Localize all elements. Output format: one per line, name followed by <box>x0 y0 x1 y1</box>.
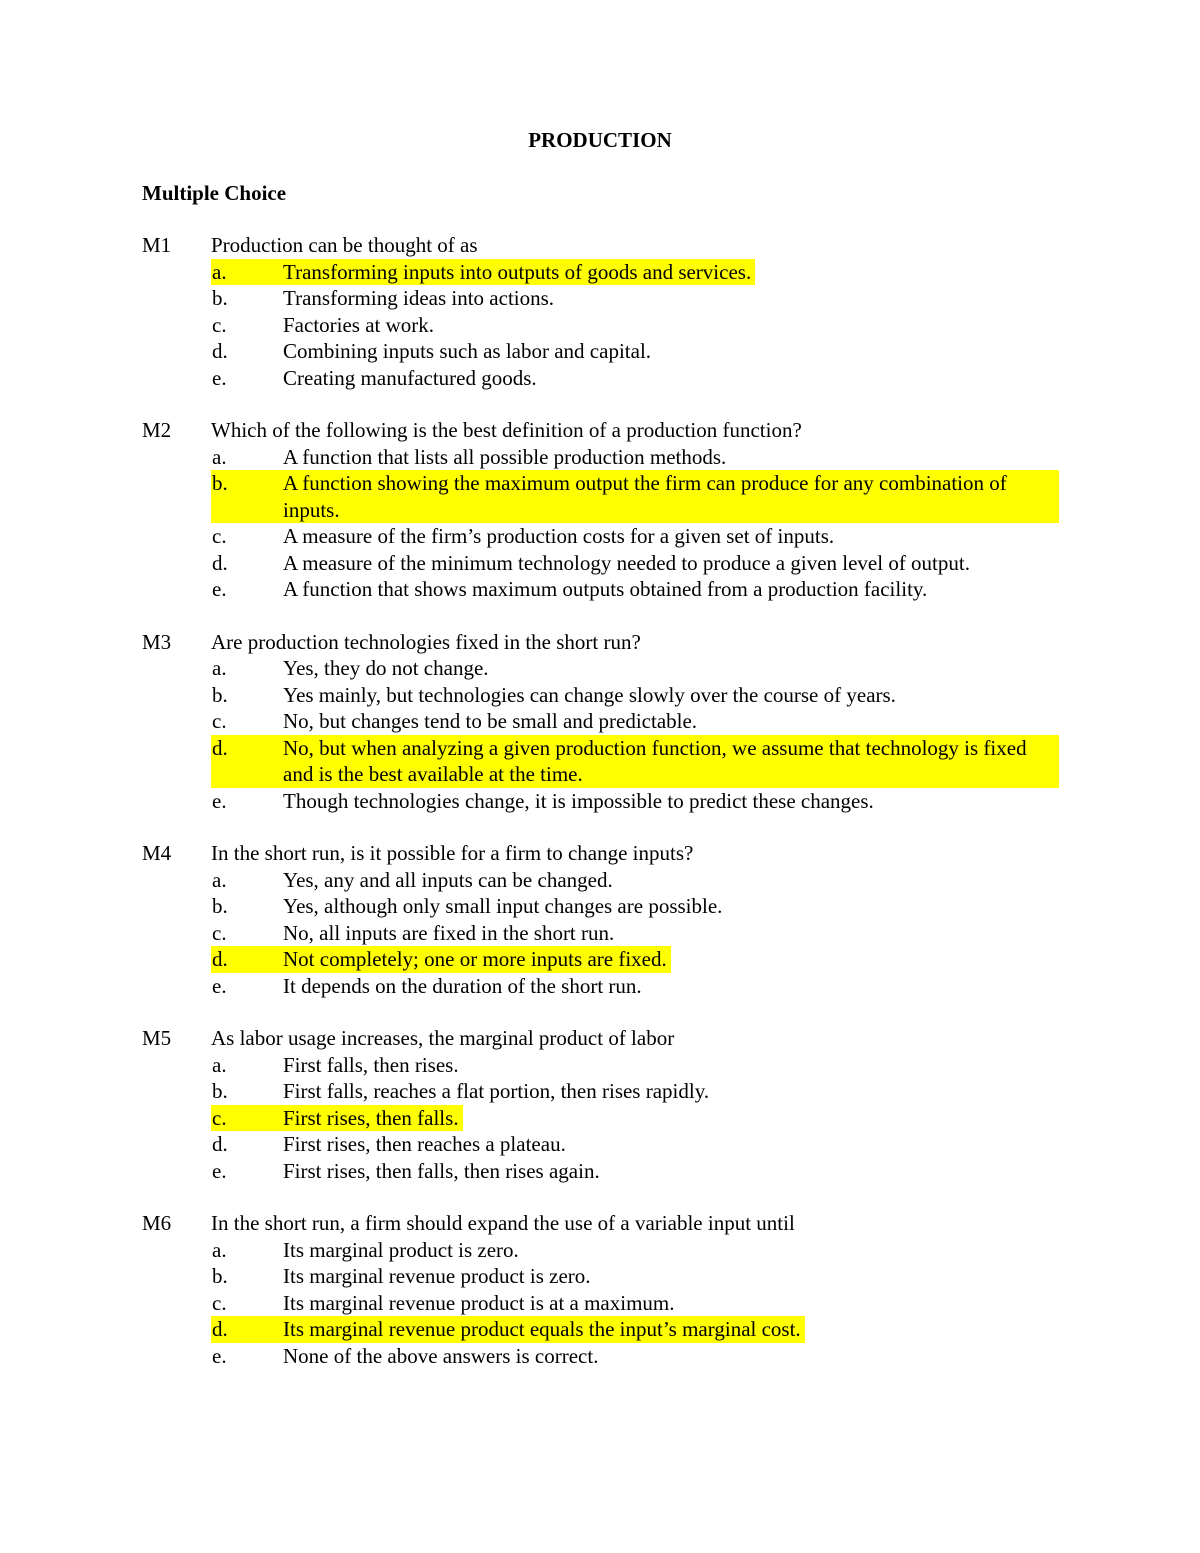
option-text: First rises, then reaches a plateau. <box>283 1132 566 1156</box>
answer-option <box>211 867 1082 894</box>
answer-option-correct <box>211 946 1082 973</box>
option-text: It depends on the duration of the short run. <box>283 973 642 998</box>
option-text: Its marginal revenue product is at a maximum. <box>283 1290 675 1315</box>
option-letter: a. <box>211 259 283 286</box>
answer-option <box>211 285 1082 312</box>
answer-option <box>211 708 1082 735</box>
option-letter: a. <box>212 1237 227 1262</box>
option-text: Transforming ideas into actions. <box>283 286 555 310</box>
question-stem <box>142 1210 1082 1237</box>
option-text: A measure of the minimum technology needed to produce a given level of output. <box>283 550 970 575</box>
option-letter: b. <box>211 470 283 523</box>
answer-option <box>211 312 1082 339</box>
answer-option-correct <box>211 1316 1082 1343</box>
option-text: Yes mainly, but technologies can change slowly over the course of years. <box>283 682 896 707</box>
option-text: First falls, reaches a flat portion, then rises rapidly. <box>283 1079 710 1103</box>
option-text: Combining inputs such as labor and capital. <box>283 339 652 363</box>
answer-option <box>211 973 1082 1000</box>
question-m2 <box>142 417 1082 603</box>
option-text: None of the above answers is correct. <box>283 1343 599 1368</box>
option-letter: d. <box>211 1316 283 1343</box>
option-letter: b. <box>212 1264 228 1288</box>
option-text: First rises, then falls, then rises again. <box>283 1158 600 1183</box>
question-m1 <box>142 232 1082 391</box>
option-letter: a. <box>212 1052 227 1077</box>
answer-option <box>211 444 1082 471</box>
option-text: Its marginal product is zero. <box>283 1237 519 1262</box>
answer-option <box>211 1131 1082 1158</box>
question-m5 <box>142 1025 1082 1184</box>
option-letter: b. <box>212 894 228 918</box>
answer-option <box>211 1158 1082 1185</box>
question-number: M3 <box>142 629 172 654</box>
question-text: As labor usage increases, the marginal product of labor <box>211 1026 675 1050</box>
question-list <box>142 232 1082 1395</box>
option-letter: b. <box>212 682 228 707</box>
page-title: PRODUCTION <box>528 128 672 152</box>
option-letter: e. <box>212 973 227 998</box>
option-text: No, but changes tend to be small and predictable. <box>283 709 698 733</box>
option-letter: e. <box>212 365 227 390</box>
question-stem <box>142 1025 1082 1052</box>
question-text: Which of the following is the best definition of a production function? <box>211 418 802 442</box>
option-letter: e. <box>212 1158 227 1183</box>
option-text: A measure of the firm’s production costs for a given set of inputs. <box>283 524 835 548</box>
option-text: Creating manufactured goods. <box>283 365 537 390</box>
option-letter: c. <box>212 1290 227 1315</box>
option-text: Yes, they do not change. <box>283 656 489 680</box>
answer-option <box>211 1343 1082 1370</box>
option-letter: a. <box>212 867 227 892</box>
option-text: A function that lists all possible production methods. <box>283 444 727 469</box>
answer-option <box>211 1052 1082 1079</box>
question-number: M1 <box>142 233 172 257</box>
answer-option <box>211 893 1082 920</box>
question-text: In the short run, a firm should expand the use of a variable input until <box>211 1211 795 1235</box>
option-letter: b. <box>212 286 228 310</box>
question-stem <box>142 417 1082 444</box>
answer-option <box>211 920 1082 947</box>
option-text: First rises, then falls. <box>283 1105 463 1132</box>
option-text: Its marginal revenue product equals the input’s marginal cost. <box>283 1316 805 1343</box>
answer-option-correct <box>211 259 1082 286</box>
question-number: M2 <box>142 418 172 442</box>
option-text: Factories at work. <box>283 312 435 337</box>
option-text: Transforming inputs into outputs of goods and services. <box>283 259 755 286</box>
answer-option <box>211 1237 1082 1264</box>
answer-option-correct <box>211 1105 1082 1132</box>
option-text: First falls, then rises. <box>283 1052 459 1077</box>
option-letter: c. <box>212 920 227 945</box>
option-letter: c. <box>212 524 227 548</box>
option-text: A function showing the maximum output the firm can produce for any combination of inputs. <box>283 470 1059 523</box>
question-m6 <box>142 1210 1082 1369</box>
question-m4 <box>142 840 1082 999</box>
option-text: Its marginal revenue product is zero. <box>283 1264 591 1288</box>
answer-option <box>211 365 1082 392</box>
option-letter: d. <box>211 946 283 973</box>
answer-option <box>211 576 1082 603</box>
option-letter: b. <box>212 1079 228 1103</box>
answer-option <box>211 523 1082 550</box>
section-heading: Multiple Choice <box>142 181 287 205</box>
option-letter: d. <box>212 550 228 575</box>
option-letter: d. <box>212 339 228 363</box>
option-letter: d. <box>212 1132 228 1156</box>
question-text: In the short run, is it possible for a firm to change inputs? <box>211 841 694 865</box>
option-letter: a. <box>212 656 227 680</box>
question-text: Production can be thought of as <box>211 233 478 257</box>
option-text: Yes, any and all inputs can be changed. <box>283 867 613 892</box>
option-text: No, but when analyzing a given production function, we assume that technology is fixed and is the best available at the time. <box>283 735 1059 788</box>
option-letter: e. <box>212 577 227 601</box>
option-letter: e. <box>212 1343 227 1368</box>
answer-option-correct <box>211 470 1082 523</box>
question-number: M4 <box>142 841 172 865</box>
answer-option <box>211 550 1082 577</box>
option-text: No, all inputs are fixed in the short run. <box>283 920 615 945</box>
option-text: Though technologies change, it is impossible to predict these changes. <box>283 788 874 813</box>
option-letter: a. <box>212 444 227 469</box>
answer-option <box>211 682 1082 709</box>
answer-option <box>211 655 1082 682</box>
option-letter: e. <box>212 788 227 813</box>
option-letter: c. <box>212 709 227 733</box>
option-letter: c. <box>211 1105 283 1132</box>
answer-option <box>211 1263 1082 1290</box>
answer-option-correct <box>211 735 1082 788</box>
option-text: Not completely; one or more inputs are fixed. <box>283 946 671 973</box>
answer-option <box>211 1290 1082 1317</box>
question-stem <box>142 232 1082 259</box>
answer-option <box>211 338 1082 365</box>
answer-option <box>211 1078 1082 1105</box>
question-number: M6 <box>142 1211 172 1235</box>
question-number: M5 <box>142 1026 172 1050</box>
question-m3 <box>142 629 1082 815</box>
answer-option <box>211 788 1082 815</box>
option-letter: c. <box>212 312 227 337</box>
question-stem <box>142 629 1082 656</box>
question-text: Are production technologies fixed in the short run? <box>211 629 641 654</box>
question-stem <box>142 840 1082 867</box>
option-text: A function that shows maximum outputs obtained from a production facility. <box>283 577 928 601</box>
option-letter: d. <box>211 735 283 788</box>
option-text: Yes, although only small input changes are possible. <box>283 894 723 918</box>
